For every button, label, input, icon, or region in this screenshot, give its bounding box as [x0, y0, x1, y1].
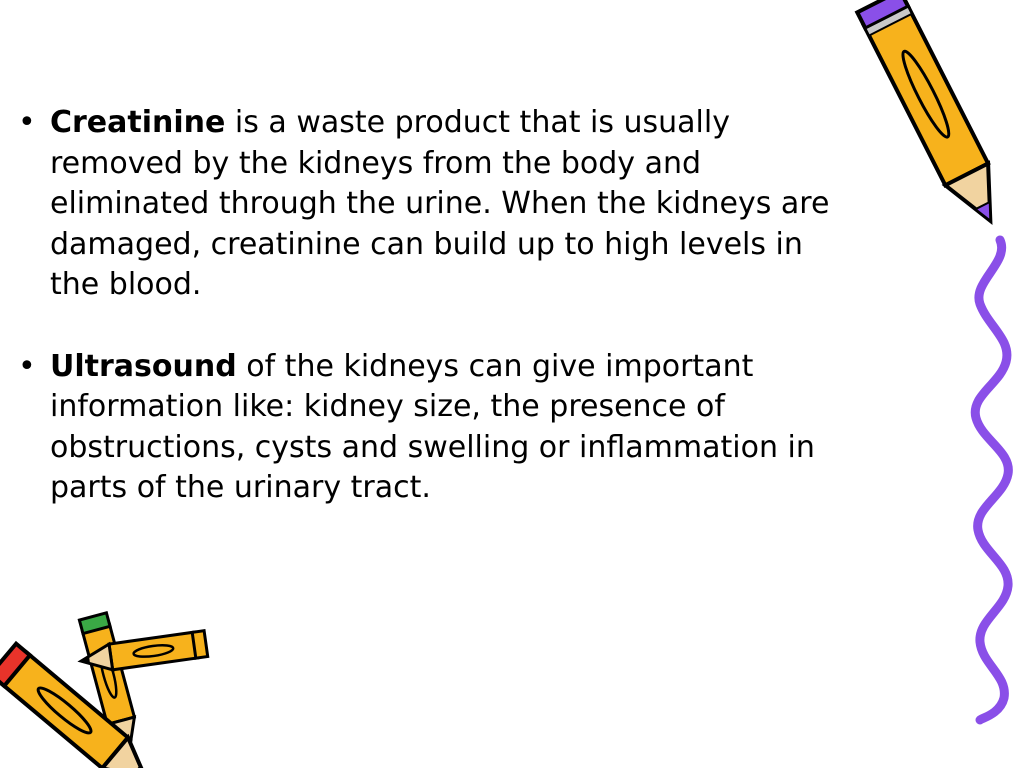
bullet-text: of the kidneys can give important information like: kidney size, the presence of obstructions, cysts and swelling or inflammation in parts of the urinary tract.: [50, 348, 815, 505]
bullet-text: is a waste product that is usually removed by the kidneys from the body and eliminated through the urine. When the kidneys are damaged, creatinine can build up to high levels in the blood.: [50, 105, 830, 302]
bullet-term: Ultrasound: [50, 348, 237, 384]
bullet-dot: •: [18, 105, 36, 140]
bullet-dot: •: [18, 348, 36, 384]
bullet-term: Creatinine: [50, 105, 226, 140]
